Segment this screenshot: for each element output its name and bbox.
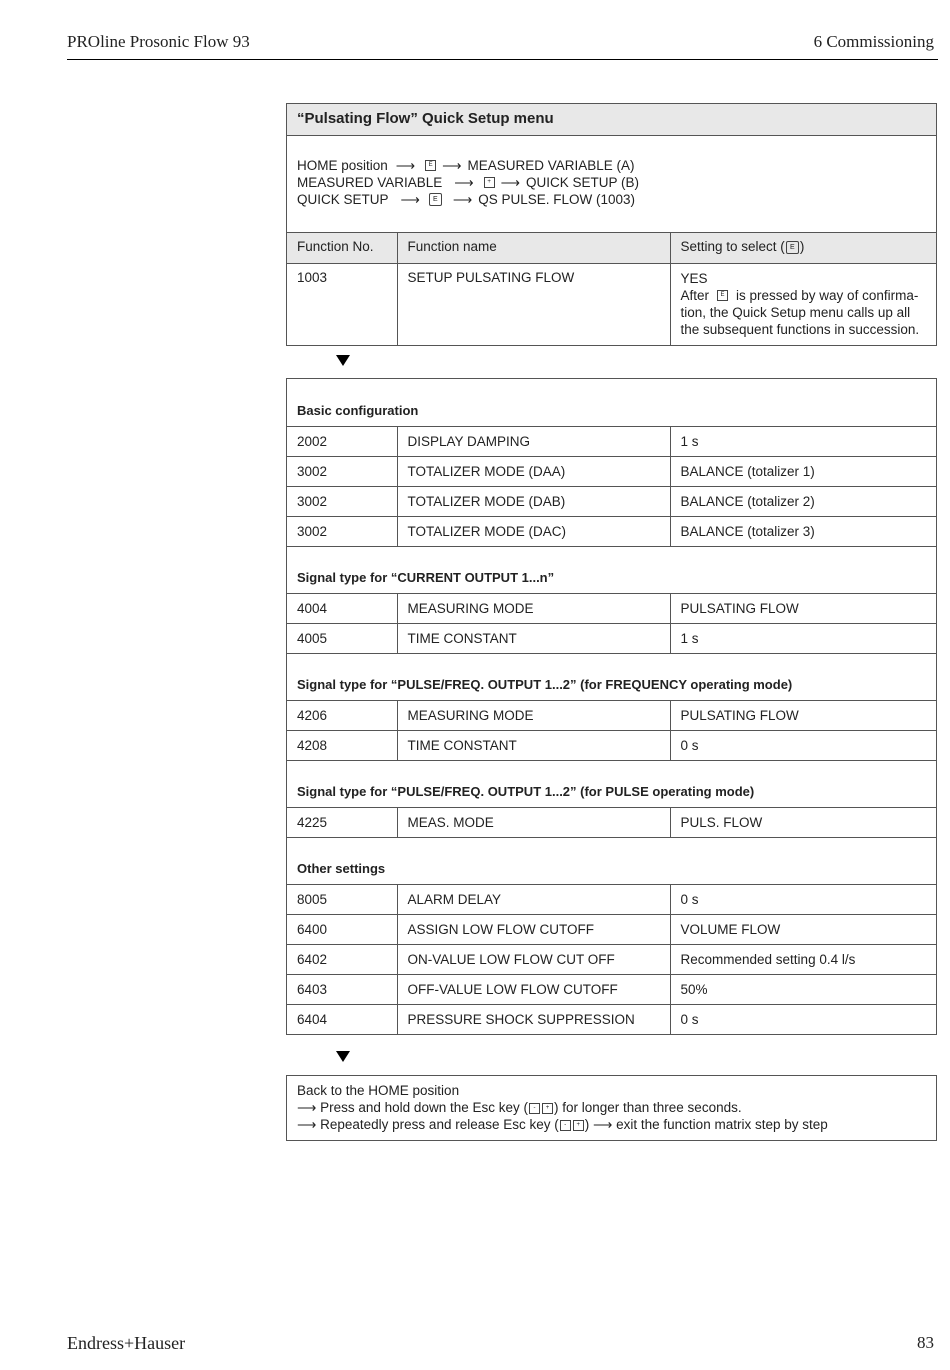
down-arrow-icon	[336, 1051, 350, 1062]
setting-value: YES After E is pressed by way of confirma- tion, the Quick Setup menu calls up all the subsequent functions in succession.	[670, 263, 936, 345]
menu-title: “Pulsating Flow” Quick Setup menu	[287, 104, 936, 136]
arrow-right-icon: ⟶	[454, 175, 474, 190]
section-title: Signal type for “PULSE/FREQ. OUTPUT 1...2” (for PULSE operating mode)	[287, 760, 936, 807]
setting-value: PULSATING FLOW	[670, 700, 936, 730]
enter-key-icon: E	[717, 290, 728, 301]
setting-value: 0 s	[670, 1004, 936, 1034]
table-row	[287, 974, 936, 1004]
back-line-1: Back to the HOME position	[297, 1083, 460, 1098]
setting-value: Recommended setting 0.4 l/s	[670, 944, 936, 974]
table-row	[287, 623, 936, 653]
function-name: TIME CONSTANT	[397, 623, 670, 653]
column-header-setting: Setting to select ( E )	[670, 233, 936, 263]
function-name: TIME CONSTANT	[397, 730, 670, 760]
section-header-row	[287, 837, 936, 884]
function-no: 3002	[287, 486, 397, 516]
setting-value: 1 s	[670, 623, 936, 653]
table-row	[287, 1004, 936, 1034]
minus-key-icon: -	[560, 1120, 571, 1131]
table-row	[287, 914, 936, 944]
page-number: 83	[917, 1333, 934, 1352]
function-no: 8005	[287, 884, 397, 914]
nav-row	[297, 191, 926, 208]
table-row	[287, 593, 936, 623]
function-name: ALARM DELAY	[397, 884, 670, 914]
table-row	[287, 730, 936, 760]
function-no: 6400	[287, 914, 397, 944]
table-row	[287, 426, 936, 456]
section-title: Basic configuration	[297, 402, 419, 418]
back-line-2: ⟶ Press and hold down the Esc key ( - + ) for longer than three seconds.	[297, 1100, 742, 1115]
setting-value: 50%	[670, 974, 936, 1004]
nav-to: MEASURED VARIABLE (A)	[467, 158, 635, 173]
function-name: TOTALIZER MODE (DAB)	[397, 486, 670, 516]
nav-from: MEASURED VARIABLE	[297, 175, 443, 190]
function-no: 6402	[287, 944, 397, 974]
function-name: MEASURING MODE	[397, 700, 670, 730]
minus-key-icon: -	[529, 1103, 540, 1114]
arrow-right-icon: ⟶	[442, 158, 462, 173]
settings-box	[286, 378, 937, 1035]
section-header-row	[287, 760, 936, 807]
function-name: TOTALIZER MODE (DAA)	[397, 456, 670, 486]
function-no: 4208	[287, 730, 397, 760]
plus-key-icon: +	[484, 177, 495, 188]
arrow-right-icon: ⟶	[593, 1117, 613, 1132]
function-no: 6403	[287, 974, 397, 1004]
table-header-row	[287, 233, 936, 263]
setting-value: PULS. FLOW	[670, 807, 936, 837]
nav-row	[297, 157, 926, 174]
function-no: 1003	[287, 263, 397, 345]
nav-to: QS PULSE. FLOW (1003)	[478, 192, 636, 207]
function-no: 6404	[287, 1004, 397, 1034]
function-name: MEAS. MODE	[397, 807, 670, 837]
setting-value: BALANCE (totalizer 1)	[670, 456, 936, 486]
running-header-chapter: 6 Commissioning	[813, 32, 934, 51]
column-header-function-name: Function name	[397, 233, 670, 263]
brand-name: Endress+Hauser	[67, 1333, 186, 1353]
arrow-right-icon: ⟶	[297, 1117, 317, 1132]
function-table-header	[287, 233, 936, 345]
section-header-row	[287, 546, 936, 593]
setting-value: PULSATING FLOW	[670, 593, 936, 623]
plus-key-icon: +	[542, 1103, 553, 1114]
section-title: Signal type for “PULSE/FREQ. OUTPUT 1...2” (for FREQUENCY operating mode)	[287, 653, 936, 700]
nav-to: QUICK SETUP (B)	[526, 175, 640, 190]
function-no: 3002	[287, 456, 397, 486]
function-name: TOTALIZER MODE (DAC)	[397, 516, 670, 546]
back-to-home-box	[286, 1075, 937, 1141]
table-row	[287, 700, 936, 730]
arrow-right-icon: ⟶	[395, 158, 416, 173]
section-header-row	[287, 653, 936, 700]
function-no: 4005	[287, 623, 397, 653]
table-row	[287, 263, 936, 345]
table-row	[287, 456, 936, 486]
section-title: Other settings	[287, 837, 936, 884]
setting-value: BALANCE (totalizer 3)	[670, 516, 936, 546]
setting-value: 1 s	[670, 426, 936, 456]
setting-value: VOLUME FLOW	[670, 914, 936, 944]
quick-setup-header-box	[286, 103, 937, 346]
arrow-right-icon: ⟶	[500, 175, 521, 190]
function-name: SETUP PULSATING FLOW	[397, 263, 670, 345]
column-header-function-no: Function No.	[287, 233, 397, 263]
arrow-right-icon: ⟶	[400, 192, 420, 207]
back-line-3: ⟶ Repeatedly press and release Esc key ( - + ) ⟶ exit the function matrix step by step	[297, 1117, 828, 1132]
function-name: DISPLAY DAMPING	[397, 426, 670, 456]
running-header-title: PROline Prosonic Flow 93	[67, 32, 250, 51]
table-row	[287, 944, 936, 974]
function-no: 4206	[287, 700, 397, 730]
setting-value: 0 s	[670, 884, 936, 914]
table-row	[287, 486, 936, 516]
enter-key-icon: E	[425, 160, 436, 171]
function-name: OFF-VALUE LOW FLOW CUTOFF	[397, 974, 670, 1004]
table-row	[287, 807, 936, 837]
function-name: ON-VALUE LOW FLOW CUT OFF	[397, 944, 670, 974]
section-header-row	[287, 379, 936, 426]
function-name: ASSIGN LOW FLOW CUTOFF	[397, 914, 670, 944]
setting-value: BALANCE (totalizer 2)	[670, 486, 936, 516]
down-arrow-icon	[336, 355, 350, 366]
section-title: Signal type for “CURRENT OUTPUT 1...n”	[287, 546, 936, 593]
table-row	[287, 516, 936, 546]
navigation-path	[287, 136, 936, 233]
settings-table	[287, 379, 936, 1034]
function-no: 2002	[287, 426, 397, 456]
header-rule	[67, 59, 938, 60]
enter-key-icon: E	[786, 241, 799, 254]
nav-from: QUICK SETUP	[297, 192, 389, 207]
nav-from: HOME position	[297, 158, 388, 173]
table-row	[287, 884, 936, 914]
function-no: 4004	[287, 593, 397, 623]
arrow-right-icon: ⟶	[297, 1100, 317, 1115]
plus-key-icon: +	[573, 1120, 584, 1131]
function-no: 3002	[287, 516, 397, 546]
function-no: 4225	[287, 807, 397, 837]
enter-key-icon: E	[429, 193, 442, 206]
setting-value: 0 s	[670, 730, 936, 760]
function-name: PRESSURE SHOCK SUPPRESSION	[397, 1004, 670, 1034]
function-name: MEASURING MODE	[397, 593, 670, 623]
nav-row	[297, 174, 926, 191]
arrow-right-icon: ⟶	[452, 192, 473, 207]
